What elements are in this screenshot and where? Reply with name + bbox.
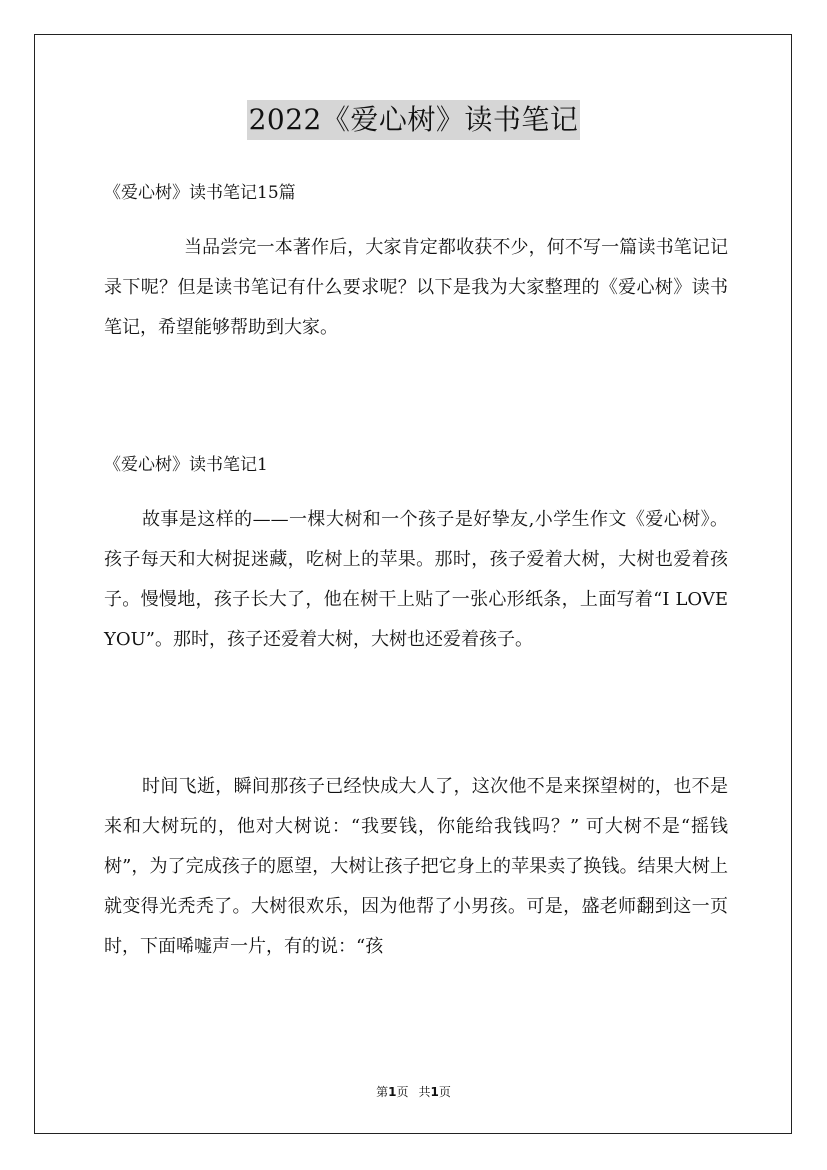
total-label-suffix: 页 (438, 1085, 451, 1099)
document-title: 2022《爱心树》读书笔记 (247, 100, 581, 140)
section-heading: 《爱心树》读书笔记1 (104, 455, 268, 475)
page-label-prefix: 第 (376, 1085, 389, 1099)
document-subtitle: 《爱心树》读书笔记15篇 (104, 183, 296, 203)
intro-paragraph: 当品尝完一本著作后，大家肯定都收获不少，何不写一篇读书笔记记录下呢？但是读书笔记有什么要求呢？以下是我为大家整理的《爱心树》读书笔记，希望能够帮助到大家。 (104, 237, 728, 338)
total-pages: 1 (430, 1085, 439, 1099)
body-paragraph-1: 故事是这样的——一棵大树和一个孩子是好挚友,小学生作文《爱心树》。孩子每天和大树捉迷藏，吃树上的苹果。那时，孩子爱着大树，大树也爱着孩子。慢慢地，孩子长大了，他在树干上贴了一张心形纸条，上面写着“I LOVE YOU”。那时，孩子还爱着大树，大树也还爱着孩子。 (104, 509, 728, 650)
page-label-suffix: 页 (396, 1085, 409, 1099)
total-label-prefix: 共 (418, 1085, 431, 1099)
body-paragraph-2: 时间飞逝，瞬间那孩子已经快成大人了，这次他不是来探望树的，也不是来和大树玩的，他对大树说：“我要钱，你能给我钱吗？” 可大树不是“摇钱树”，为了完成孩子的愿望，大树让孩子把它身上的苹果卖了换钱。结果大树上就变得光秃秃了。大树很欢乐，因为他帮了小男孩。可是，盛老师翻到这一页时，下面唏嘘声一片，有的说：“孩 (104, 776, 728, 957)
page-footer (0, 1084, 827, 1100)
title-container (0, 100, 827, 140)
page-number: 1 (388, 1085, 397, 1099)
